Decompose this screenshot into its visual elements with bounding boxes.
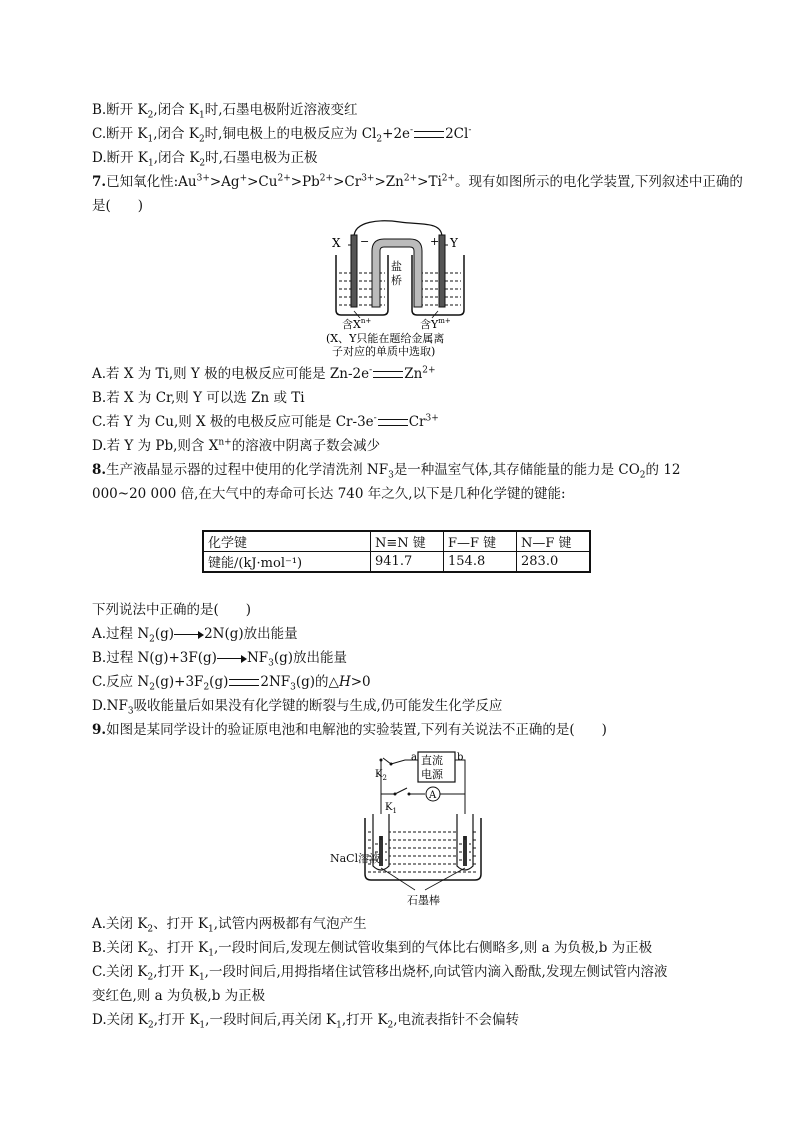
q7-option-d: D.若 Y 为 Pb,则含 $X^{n+}$的溶液中阴离子数会减少 <box>92 437 381 454</box>
q8-option-c: C.反应 $N_2(g)+3F_2(g)$ $2NF_3(g)$的△H>0 <box>92 674 371 693</box>
q7-option-b: B.若 X 为 Cr,则 Y 可以选 Zn 或 Ti <box>92 390 305 406</box>
svg-text:直流: 直流 <box>421 754 443 767</box>
table-cell: 283.0 <box>517 552 591 573</box>
q8-stem-continued: 000~20 000 倍,在大气中的寿命可长达 740 年之久,以下是几种化学键的键能: <box>92 486 566 502</box>
q7-option-a: A.若 X 为 Ti,则 Y 极的电极反应可能是 Zn-2e- $Zn^{2+}$ <box>92 365 436 382</box>
bond-energy-table <box>202 530 591 573</box>
solution-y-label: 含$Y^{m+}$ <box>420 317 451 331</box>
table-row <box>203 552 590 573</box>
solution-x-label: 含$X^{n+}$ <box>342 317 372 331</box>
q9-option-d: D.关闭 $K_2$,打开 $K_1$,一段时间后,再关闭 $K_1$,打开 $K_2$,电流表指针不会偏转 <box>92 1012 520 1031</box>
q9-electrolysis-apparatus-figure <box>325 748 485 908</box>
q9-option-c: C.关闭 $K_2$,打开 $K_1$,一段时间后,用拇指堵住试管移出烧杯,向试管内滴入酚酞,发现左侧试管内溶液 <box>92 964 668 983</box>
table-cell: 键能/(kJ·mol⁻¹) <box>203 552 371 573</box>
arrow-icon <box>174 630 204 640</box>
electrode-y <box>439 235 445 307</box>
label-plus: + <box>430 235 440 248</box>
q8-stem: 8.生产液晶显示器的过程中使用的化学清洗剂 $NF_3$是一种温室气体,其存储能量的能力是 $CO_2$的 12 <box>92 462 681 481</box>
table-header: N—F 键 <box>517 531 591 552</box>
table-header: 化学键 <box>203 531 371 552</box>
svg-text:电源: 电源 <box>421 768 443 781</box>
q9-option-a: A.关闭 $K_2$、打开 $K_1$,试管内两极都有气泡产生 <box>92 916 367 935</box>
salt-bridge <box>372 239 422 307</box>
q9-option-b: B.关闭 $K_2$、打开 $K_1$,一段时间后,发现左侧试管收集到的气体比右侧略多,则 a 为负极,b 为正极 <box>92 940 653 959</box>
equals-sign <box>414 131 444 138</box>
figure-caption-1: (X、Y只能在题给金属离 <box>326 332 445 345</box>
q8-option-b: B.过程 N(g)+3F(g) $NF_3(g)$放出能量 <box>92 650 348 669</box>
q8-option-d: $D.NF_3$吸收能量后如果没有化学键的断裂与生成,仍可能发生化学反应 <box>92 698 503 717</box>
table-cell: 941.7 <box>371 552 444 573</box>
q9-option-c-continued: 变红色,则 a 为负极,b 为正极 <box>92 988 266 1004</box>
q6-option-b: B.断开 $K_2$,闭合 $K_1$时,石墨电极附近溶液变红 <box>92 102 358 121</box>
switch-k1: $K_1$ <box>385 802 397 815</box>
q8-option-a: A.过程 $N_2(g)$ 2N(g)放出能量 <box>92 626 298 645</box>
q7-electrochemical-cell-figure <box>320 215 480 360</box>
q7-stem-continued: 是( ) <box>92 198 144 214</box>
terminal-a: a <box>411 752 417 763</box>
salt-bridge-label-1: 盐 <box>391 260 402 273</box>
table-cell: 154.8 <box>444 552 517 573</box>
label-x: X <box>332 236 341 250</box>
switch-k2: $K_2$ <box>375 769 387 782</box>
q8-question: 下列说法中正确的是( ) <box>92 602 252 618</box>
electrode-x <box>351 235 357 307</box>
terminal-b: b <box>457 752 464 763</box>
q6-option-c: C.断开 $K_1$,闭合 $K_2$时,铜电极上的电极反应为 $Cl_2+2e^-$ 2Cl- <box>92 125 472 145</box>
figure-caption-2: 子对应的单质中选取) <box>332 345 436 358</box>
label-y: Y <box>450 236 458 250</box>
salt-bridge-label-2: 桥 <box>391 274 402 287</box>
arrow-icon <box>217 654 247 664</box>
graphite-rod-label: 石墨棒 <box>407 894 440 907</box>
equals-sign <box>229 679 259 686</box>
q7-option-c: C.若 Y 为 Cu,则 X 极的电极反应可能是 Cr-3e- $Cr^{3+}$ <box>92 413 439 430</box>
q7-stem: 7.已知氧化性$:Au^{3+}>Ag^+>Cu^{2+}>Pb^{2+}>Cr^{3+}>Zn^{2+}>Ti^{2+}$。现有如图所示的电化学装置,下列叙述中正确的 <box>92 173 743 190</box>
table-header-row <box>203 531 590 552</box>
equals-sign <box>373 371 403 378</box>
table-header: F—F 键 <box>444 531 517 552</box>
right-graphite-rod <box>463 836 467 866</box>
nacl-solution-label: NaCl溶液 <box>330 852 381 865</box>
label-minus: − <box>360 235 370 248</box>
q9-stem: 9.如图是某同学设计的验证原电池和电解池的实验装置,下列有关说法不正确的是( ) <box>92 722 607 738</box>
q6-option-d: D.断开 $K_1$,闭合 $K_2$时,石墨电极为正极 <box>92 150 318 169</box>
svg-text:A: A <box>429 790 437 801</box>
table-header: N≡N 键 <box>371 531 444 552</box>
equals-sign <box>378 419 408 426</box>
